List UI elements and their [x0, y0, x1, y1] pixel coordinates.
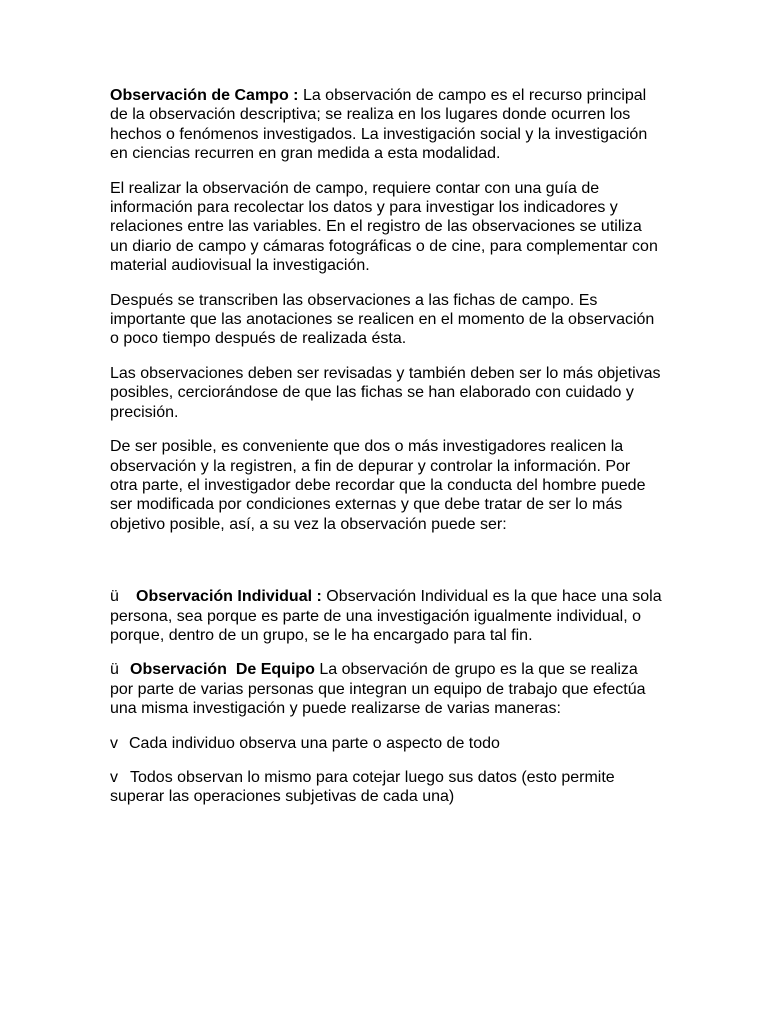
list-item-observacion-individual [110, 587, 662, 645]
paragraph-revision: Las observaciones deben ser revisadas y también deben ser lo más objetivas posibles, cerciorándose de que las fichas se han elaborado con cuidado y precisión. [110, 364, 661, 421]
list-item-todos-observan [110, 768, 662, 807]
list-item-text: La observación de grupo es la que se realiza por parte de varias personas que integran un equipo de trabajo que efectúa una misma investigación y puede realizarse de varias maneras: [110, 661, 646, 718]
paragraph-guia-de-informacion: El realizar la observación de campo, requiere contar con una guía de información para recolectar los datos y para investigar los indicadores y relaciones entre las variables. En el registro de las observaciones se utiliza un diario de campo y cámaras fotográficas o de cine, para complementar con material audiovisual la investigación. [110, 179, 658, 275]
heading-observacion-de-equipo: Observación De Equipo [130, 661, 315, 679]
paragraph-investigadores: De ser posible, es conveniente que dos o más investigadores realicen la observación y la registren, a fin de depurar y controlar la información. Por otra parte, el investigador debe recordar que la conducta del hombre puede ser modificada por condiciones externas y que debe tratar de ser lo más objetivo posible, así, a su vez la observación puede ser: [110, 438, 646, 533]
diamond-bullet-icon: v [110, 768, 118, 786]
heading-observacion-individual: Observación Individual : [136, 588, 327, 606]
paragraph-observacion-de-campo [110, 86, 662, 164]
list-item-cada-individuo [110, 734, 662, 753]
diamond-bullet-icon: v [110, 734, 118, 752]
checkmark-bullet-icon: ü [110, 588, 119, 606]
list-item-text: Observación Individual es la que hace una sola persona, sea porque es parte de una investigación igualmente individual, o porque, dentro de un grupo, se le ha encargado para tal fin. [110, 588, 662, 644]
list-item-text: Cada individuo observa una parte o aspecto de todo [129, 734, 500, 752]
paragraph-text: La observación de campo es el recurso principal de la observación descriptiva; se realiza en los lugares donde ocurren los hechos o fenómenos investigados. La investigación social y la investigación en ciencias recurren en gran medida a esta modalidad. [110, 87, 648, 163]
document-page [110, 86, 662, 822]
list-item-observacion-de-equipo [110, 660, 662, 718]
heading-observacion-de-campo: Observación de Campo : [110, 87, 303, 104]
list-item-text: Todos observan lo mismo para cotejar luego sus datos (esto permite superar las operaciones subjetivas de cada una) [110, 768, 615, 806]
blank-space [110, 549, 662, 587]
checkmark-bullet-icon: ü [110, 661, 119, 679]
paragraph-transcripcion: Después se transcriben las observaciones a las fichas de campo. Es importante que las anotaciones se realicen en el momento de la observación o poco tiempo después de realizada ésta. [110, 291, 655, 348]
